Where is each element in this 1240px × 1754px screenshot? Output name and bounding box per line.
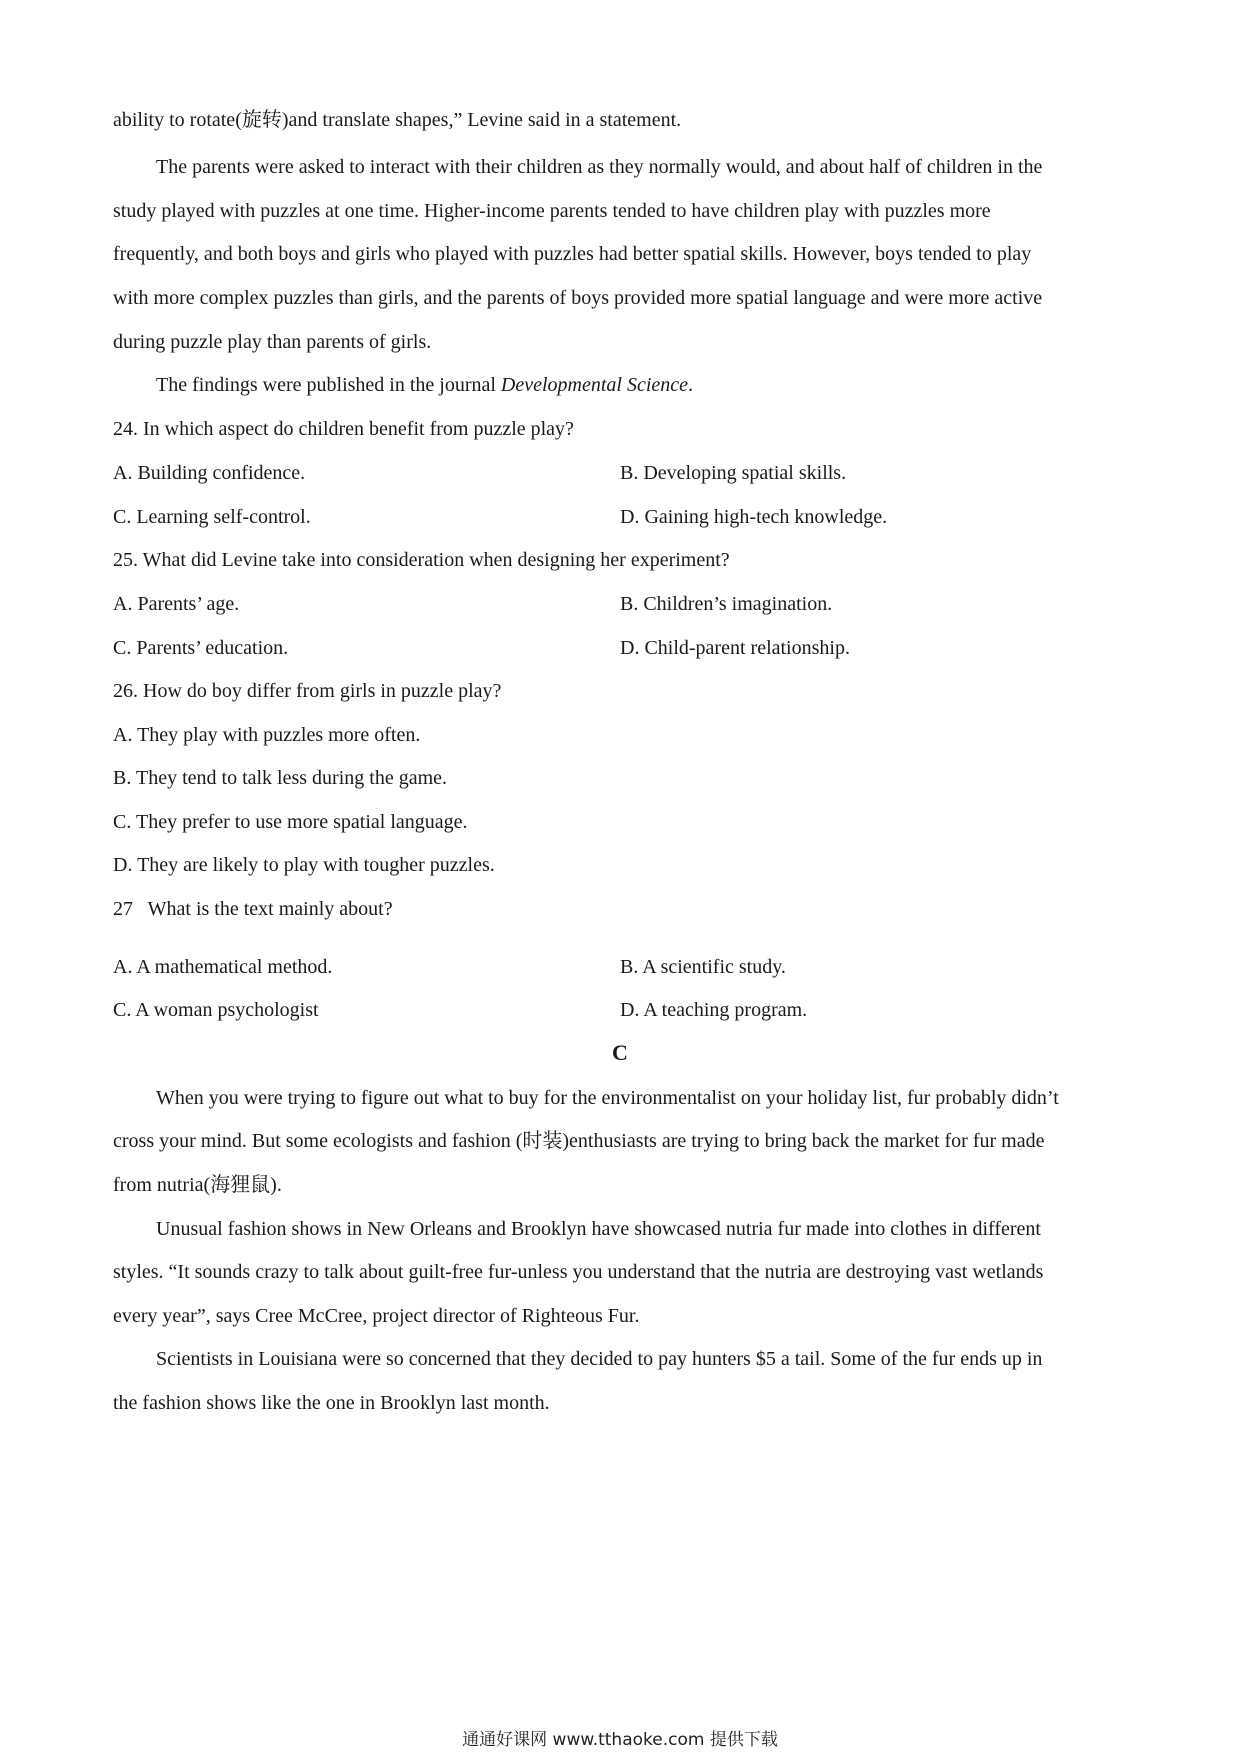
option-26-a: A. They play with puzzles more often. (113, 724, 421, 746)
paragraph-line: cross your mind. But some ecologists and fashion (时装)enthusiasts are trying to bring back the market for fur made (113, 1130, 1045, 1152)
paragraph-line: during puzzle play than parents of girls. (113, 331, 432, 353)
paragraph-line: the fashion shows like the one in Brooklyn last month. (113, 1392, 550, 1414)
journal-sentence-suffix: . (688, 374, 694, 396)
option-27-d: D. A teaching program. (620, 999, 808, 1021)
option-26-c: C. They prefer to use more spatial language. (113, 811, 468, 833)
paragraph-line: ability to rotate(旋转)and translate shapes,” Levine said in a statement. (113, 109, 682, 131)
paragraph-line (156, 373, 693, 397)
paragraph-line: from nutria(海狸鼠). (113, 1174, 282, 1196)
journal-sentence-prefix: The findings were published in the journal (156, 374, 501, 396)
paragraph-line: every year”, says Cree McCree, project director of Righteous Fur. (113, 1305, 640, 1327)
paragraph-line: study played with puzzles at one time. Higher-income parents tended to have children play with puzzles more (113, 200, 991, 222)
option-24-d: D. Gaining high-tech knowledge. (620, 506, 888, 528)
option-27-c: C. A woman psychologist (113, 999, 319, 1021)
option-25-b: B. Children’s imagination. (620, 593, 833, 615)
option-24-c: C. Learning self-control. (113, 506, 311, 528)
paragraph-line: with more complex puzzles than girls, and the parents of boys provided more spatial language and were more active (113, 287, 1043, 309)
question-stem-25: 25. What did Levine take into consideration when designing her experiment? (113, 549, 730, 571)
option-25-c: C. Parents’ education. (113, 637, 289, 659)
journal-name: Developmental Science (500, 374, 689, 396)
option-25-a: A. Parents’ age. (113, 593, 240, 615)
question-stem-24: 24. In which aspect do children benefit from puzzle play? (113, 418, 574, 440)
paragraph-line: The parents were asked to interact with their children as they normally would, and about half of children in the (156, 156, 1043, 178)
option-26-b: B. They tend to talk less during the game. (113, 767, 448, 789)
option-26-d: D. They are likely to play with tougher puzzles. (113, 854, 495, 876)
option-27-b: B. A scientific study. (620, 956, 786, 978)
paragraph-line: When you were trying to figure out what to buy for the environmentalist on your holiday list, fur probably didn’t (156, 1087, 1059, 1109)
option-27-a: A. A mathematical method. (113, 956, 333, 978)
section-heading-c: C (612, 1040, 628, 1065)
paragraph-line: Scientists in Louisiana were so concerned that they decided to pay hunters $5 a tail. Some of the fur ends up in (156, 1348, 1043, 1370)
paragraph-line: Unusual fashion shows in New Orleans and Brooklyn have showcased nutria fur made into clothes in different (156, 1218, 1041, 1240)
question-stem-27: 27 What is the text mainly about? (113, 898, 393, 920)
paragraph-line: styles. “It sounds crazy to talk about guilt-free fur-unless you understand that the nutria are destroying vast wetlands (113, 1261, 1044, 1283)
page-footer: 通通好课网 www.tthaoke.com 提供下载 (462, 1730, 778, 1750)
paragraph-line: frequently, and both boys and girls who played with puzzles had better spatial skills. However, boys tended to play (113, 243, 1032, 265)
option-24-a: A. Building confidence. (113, 462, 306, 484)
option-25-d: D. Child-parent relationship. (620, 637, 850, 659)
option-24-b: B. Developing spatial skills. (620, 462, 847, 484)
question-stem-26: 26. How do boy differ from girls in puzzle play? (113, 680, 502, 702)
